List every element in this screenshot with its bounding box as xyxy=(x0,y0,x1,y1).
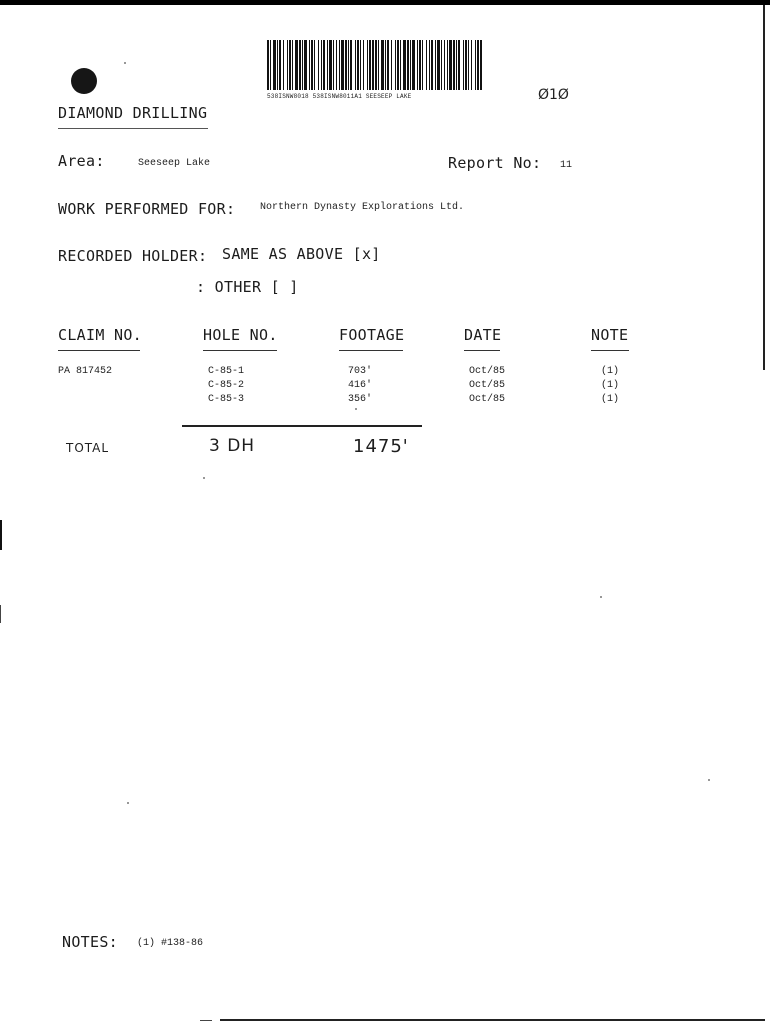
note-cell: (1) xyxy=(601,394,620,405)
barcode-caption: 538ISNW8018 538ISNW8011A1 SEESEEP LAKE xyxy=(267,93,412,100)
total-rule xyxy=(182,425,422,427)
scan-bottom-edge xyxy=(220,1019,765,1021)
title-underline xyxy=(58,128,208,129)
date-cell: Oct/85 xyxy=(469,366,506,377)
claim-number-cell: PA 817452 xyxy=(58,366,113,377)
header-underline xyxy=(591,350,629,351)
scan-speck xyxy=(355,408,357,410)
claim-number-header: CLAIM NO. xyxy=(58,326,142,344)
scan-speck xyxy=(203,477,205,479)
scan-speck xyxy=(708,779,710,781)
scan-left-mark xyxy=(0,520,2,550)
total-holes: 3 DH xyxy=(209,436,256,456)
note-header: NOTE xyxy=(591,326,629,344)
hole-number-header: HOLE NO. xyxy=(203,326,278,344)
footage-cell: 356' xyxy=(347,394,372,405)
header-underline xyxy=(203,350,277,351)
date-column xyxy=(469,365,505,407)
hole-number-column xyxy=(208,365,244,407)
barcode xyxy=(267,40,483,90)
header-underline xyxy=(58,350,140,351)
other-option: : OTHER [ ] xyxy=(196,278,299,296)
date-header: DATE xyxy=(464,326,502,344)
recorded-holder-label: RECORDED HOLDER: xyxy=(58,247,208,265)
scan-speck xyxy=(600,596,602,598)
report-number-value: 11 xyxy=(560,160,573,171)
work-performed-label: WORK PERFORMED FOR: xyxy=(58,200,236,218)
page-code: Ø1Ø xyxy=(538,87,569,103)
footage-header: FOOTAGE xyxy=(339,326,405,344)
same-as-above-option: SAME AS ABOVE [x] xyxy=(222,245,381,263)
scan-top-border xyxy=(0,0,770,5)
header-underline xyxy=(339,350,403,351)
footage-cell: 416' xyxy=(347,380,372,391)
scan-right-edge xyxy=(763,5,765,370)
area-label: Area: xyxy=(58,152,105,170)
total-label: TOTAL xyxy=(66,441,110,455)
footage-cell: 703' xyxy=(347,366,372,377)
document-title: DIAMOND DRILLING xyxy=(58,104,208,122)
binder-hole xyxy=(71,68,97,94)
hole-number-cell: C-85-2 xyxy=(208,380,245,391)
date-cell: Oct/85 xyxy=(469,380,506,391)
hole-number-cell: C-85-3 xyxy=(208,394,245,405)
total-footage: 1475' xyxy=(353,436,409,457)
report-number-label: Report No: xyxy=(448,154,542,172)
notes-value: (1) #138-86 xyxy=(137,938,204,949)
work-performed-value: Northern Dynasty Explorations Ltd. xyxy=(260,202,465,213)
area-value: Seeseep Lake xyxy=(138,158,211,169)
header-underline xyxy=(464,350,500,351)
scan-speck xyxy=(127,802,129,804)
scan-left-mark xyxy=(0,605,1,623)
note-cell: (1) xyxy=(601,380,620,391)
footage-column xyxy=(340,365,372,407)
hole-number-cell: C-85-1 xyxy=(208,366,245,377)
scan-speck xyxy=(124,62,126,64)
notes-label: NOTES: xyxy=(62,933,118,951)
scan-bottom-mark xyxy=(200,1020,212,1021)
note-column xyxy=(601,365,619,407)
note-cell: (1) xyxy=(601,366,620,377)
date-cell: Oct/85 xyxy=(469,394,506,405)
